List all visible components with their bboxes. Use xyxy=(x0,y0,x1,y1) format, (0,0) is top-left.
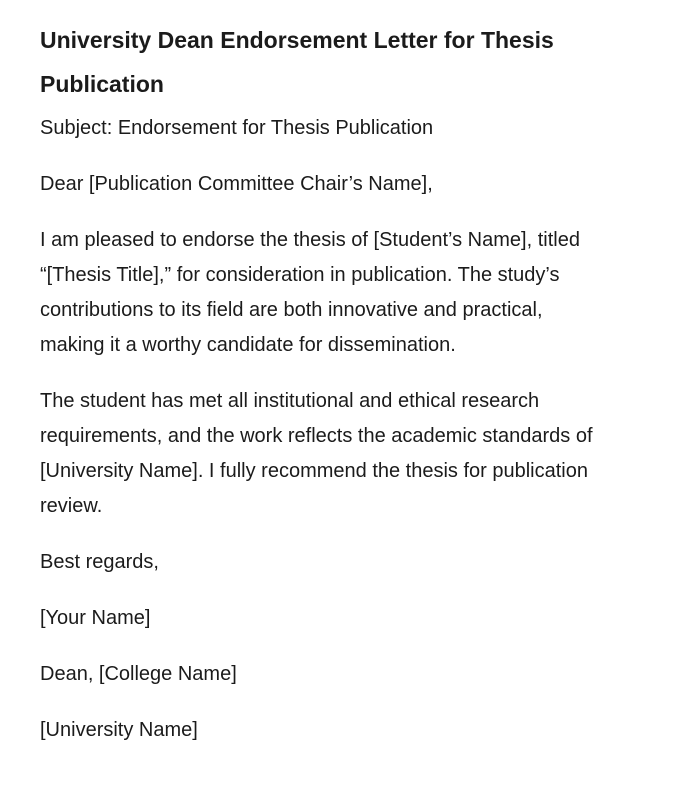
subject-line: Subject: Endorsement for Thesis Publication xyxy=(40,117,434,139)
salutation: Dear [Publication Committee Chair’s Name], xyxy=(40,173,433,195)
signature-university: [University Name] xyxy=(40,719,198,741)
signature-name: [Your Name] xyxy=(40,607,151,629)
body-paragraph-2: The student has met all institutional and ethical research requirements, and the work reflects the academic standards of [University Name]. I fully recommend the thesis for publication review. xyxy=(40,390,593,517)
body-paragraph-1: I am pleased to endorse the thesis of [Student’s Name], titled “[Thesis Title],” for consideration in publication. The study’s contributions to its field are both innovative and practical, making it a worthy candidate for dissemination. xyxy=(40,229,580,356)
signature-role: Dean, [College Name] xyxy=(40,663,237,685)
document-title: University Dean Endorsement Letter for Thesis Publication xyxy=(40,27,554,97)
closing: Best regards, xyxy=(40,551,159,573)
